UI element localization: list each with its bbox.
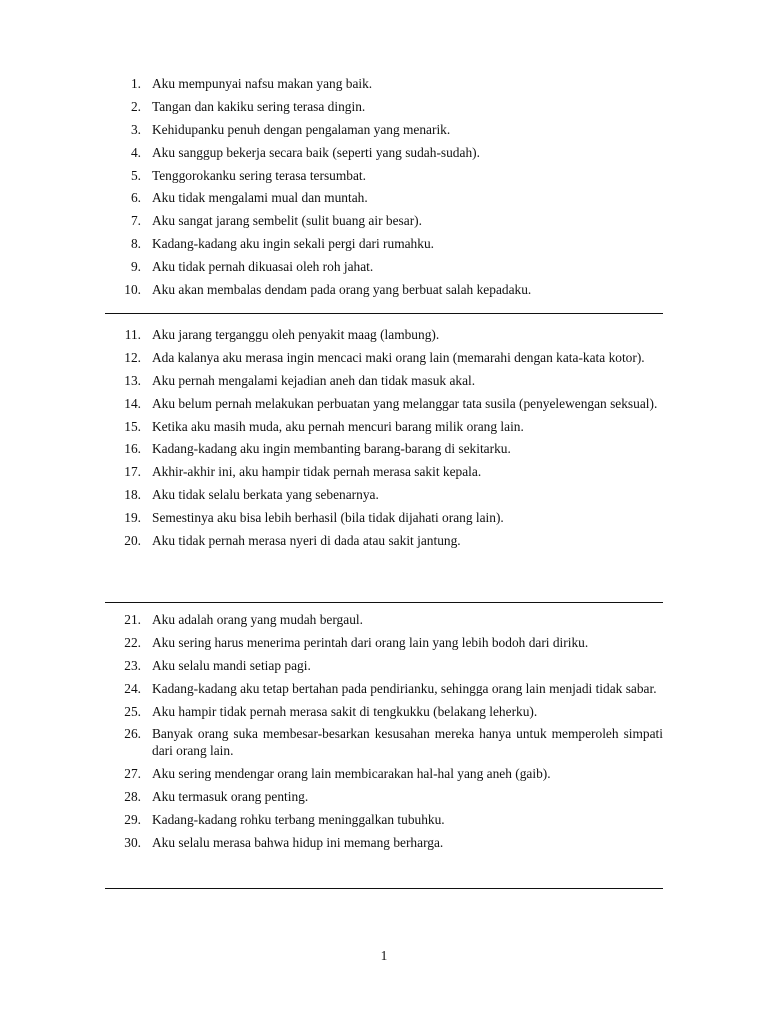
section-divider (105, 602, 663, 603)
section-divider (105, 888, 663, 889)
item-text: Semestinya aku bisa lebih berhasil (bila tidak dijahati orang lain). (152, 510, 504, 526)
item-text: Aku akan membalas dendam pada orang yang berbuat salah kepadaku. (152, 282, 532, 298)
list-item (105, 99, 663, 116)
item-number: 4. (130, 144, 141, 160)
item-number: 15. (124, 418, 141, 434)
list-item (105, 635, 663, 652)
list-item (105, 487, 663, 504)
item-text: Aku tidak selalu berkata yang sebenarnya. (152, 487, 379, 503)
item-number: 29. (124, 811, 141, 827)
item-text: Aku sering mendengar orang lain membicarakan hal-hal yang aneh (gaib). (152, 765, 551, 781)
list-item (105, 236, 663, 253)
item-text: Ketika aku masih muda, aku pernah mencuri barang milik orang lain. (152, 418, 524, 434)
list-item (105, 213, 663, 230)
item-number: 12. (124, 349, 141, 365)
list-item (105, 168, 663, 185)
item-number: 8. (130, 236, 141, 252)
item-number: 27. (124, 765, 141, 781)
item-number: 25. (124, 703, 141, 719)
item-text: Kadang-kadang aku ingin sekali pergi dari rumahku. (152, 236, 434, 252)
list-item (105, 726, 663, 759)
item-number: 20. (124, 533, 141, 549)
item-number: 19. (124, 510, 141, 526)
list-item (105, 396, 663, 413)
list-item (105, 789, 663, 806)
item-number: 24. (124, 680, 141, 696)
list-item (105, 350, 663, 367)
item-text: Kehidupanku penuh dengan pengalaman yang menarik. (152, 121, 451, 137)
item-number: 26. (124, 726, 141, 742)
list-item (105, 464, 663, 481)
item-text: Kadang-kadang rohku terbang meninggalkan tubuhku. (152, 811, 445, 827)
item-text: Aku tidak pernah dikuasai oleh roh jahat. (152, 259, 374, 275)
item-text: Aku sanggup bekerja secara baik (seperti yang sudah-sudah). (152, 144, 480, 160)
section-divider (105, 313, 663, 314)
item-text: Aku tidak pernah merasa nyeri di dada atau sakit jantung. (152, 533, 461, 549)
item-number: 11. (124, 327, 141, 342)
list-item (105, 510, 663, 527)
item-number: 22. (124, 634, 141, 650)
list-item (105, 812, 663, 829)
item-text: Aku sangat jarang sembelit (sulit buang air besar). (152, 213, 422, 229)
item-text: Aku belum pernah melakukan perbuatan yang melanggar tata susila (penyelewengan seksual). (152, 395, 658, 411)
item-text: Kadang-kadang aku ingin membanting barang-barang di sekitarku. (152, 441, 511, 457)
item-text: Aku selalu merasa bahwa hidup ini memang berharga. (152, 834, 444, 850)
item-number: 3. (130, 121, 141, 137)
item-text: Tangan dan kakiku sering terasa dingin. (152, 98, 366, 114)
item-number: 17. (124, 464, 141, 480)
statement-list-section-2 (105, 327, 663, 556)
item-number: 18. (124, 487, 141, 503)
item-text: Ada kalanya aku merasa ingin mencaci maki orang lain (memarahi dengan kata-kata kotor). (152, 349, 645, 365)
list-item (105, 259, 663, 276)
item-number: 14. (124, 395, 141, 411)
item-number: 10. (124, 282, 141, 298)
item-number: 6. (130, 190, 141, 206)
item-text: Aku tidak mengalami mual dan muntah. (152, 190, 368, 206)
item-text: Aku mempunyai nafsu makan yang baik. (152, 76, 373, 91)
item-number: 7. (130, 213, 141, 229)
list-item (105, 612, 663, 629)
item-number: 1. (130, 76, 141, 91)
list-item (105, 441, 663, 458)
list-item (105, 533, 663, 550)
item-text: Aku termasuk orang penting. (152, 788, 309, 804)
item-text: Akhir-akhir ini, aku hampir tidak pernah merasa sakit kepala. (152, 464, 482, 480)
list-item (105, 681, 663, 698)
item-number: 21. (124, 612, 141, 627)
statement-list-section-3 (105, 612, 663, 857)
list-item (105, 835, 663, 852)
item-number: 23. (124, 657, 141, 673)
item-text: Aku hampir tidak pernah merasa sakit di tengkukku (belakang leherku). (152, 703, 538, 719)
item-text: Kadang-kadang aku tetap bertahan pada pendirianku, sehingga orang lain menjadi tidak sabar. (152, 680, 657, 696)
list-item (105, 190, 663, 207)
list-item (105, 282, 663, 299)
list-item (105, 704, 663, 721)
item-text: Aku sering harus menerima perintah dari orang lain yang lebih bodoh dari diriku. (152, 634, 589, 650)
list-item (105, 373, 663, 390)
item-text: Aku adalah orang yang mudah bergaul. (152, 612, 363, 627)
list-item (105, 76, 663, 93)
item-number: 5. (130, 167, 141, 183)
item-text: Banyak orang suka membesar-besarkan kesusahan mereka hanya untuk memperoleh simpati dari orang lain. (152, 726, 663, 758)
item-text: Aku jarang terganggu oleh penyakit maag (lambung). (152, 327, 440, 342)
list-item (105, 766, 663, 783)
list-item (105, 122, 663, 139)
item-text: Aku selalu mandi setiap pagi. (152, 657, 311, 673)
item-number: 16. (124, 441, 141, 457)
list-item (105, 327, 663, 344)
page-number: 1 (380, 948, 388, 963)
item-number: 13. (124, 372, 141, 388)
list-item (105, 145, 663, 162)
item-number: 30. (124, 834, 141, 850)
item-number: 2. (130, 98, 141, 114)
item-text: Tenggorokanku sering terasa tersumbat. (152, 167, 366, 183)
item-text: Aku pernah mengalami kejadian aneh dan tidak masuk akal. (152, 372, 476, 388)
item-number: 9. (130, 259, 141, 275)
list-item (105, 658, 663, 675)
item-number: 28. (124, 788, 141, 804)
statement-list-section-1 (105, 76, 663, 305)
list-item (105, 419, 663, 436)
